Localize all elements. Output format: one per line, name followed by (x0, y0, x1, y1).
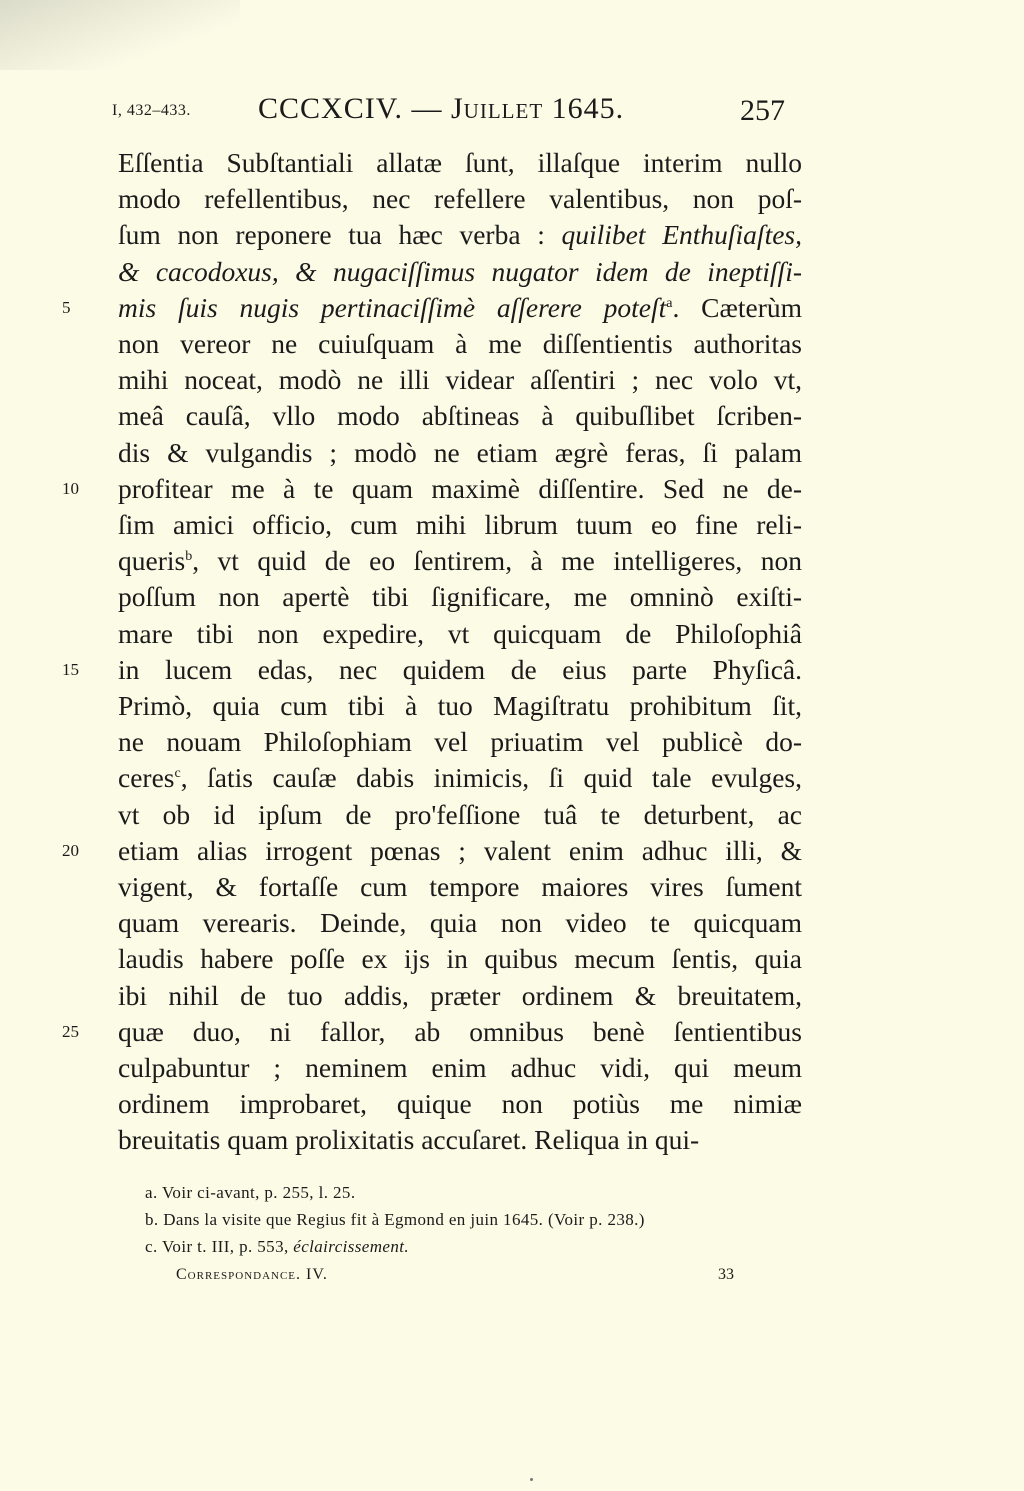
text-line: in lucem edas, nec quidem de eius parte Phyſicâ. (118, 654, 802, 685)
footnote: a. Voir ci-avant, p. 255, l. 25. (145, 1183, 356, 1202)
text-line: mihi noceat, modò ne illi videar aſſentiri ; nec volo vt, (118, 364, 802, 395)
text-line: vt ob id ipſum de pro'feſſione tuâ te deturbent, ac (118, 799, 802, 830)
header-title-text: CCCXCIV. — Juillet 1645. (258, 92, 625, 125)
text-line: queris$^b$, vt quid de eo ſentirem, à me intelligeres, non (118, 545, 802, 576)
line-number: 25 (62, 1022, 79, 1041)
header-title (258, 92, 624, 126)
text-line: laudis habere poſſe ex ijs in quibus mecum ſentis, quia (118, 943, 802, 974)
text-line: quam verearis. Deinde, quia non video te quicquam (118, 907, 802, 938)
scan-shadow (0, 0, 240, 70)
text-line: ne nouam Philoſophiam vel priuatim vel publicè do- (118, 726, 802, 757)
text-line: ſim amici officio, cum mihi librum tuum eo fine reli- (118, 509, 802, 540)
text-line: mis ſuis nugis pertinaciſſimè aſſerere poteſt$^a$. Cæterùm (118, 292, 802, 323)
text-line: ceres$^c$, ſatis cauſæ dabis inimicis, ſi quid tale evulges, (118, 762, 802, 793)
line-number: 5 (62, 298, 71, 317)
text-line: non vereor ne cuiuſquam à me diſſentientis authoritas (118, 328, 802, 359)
text-line: breuitatis quam prolixitatis accuſaret. Reliqua in qui- (118, 1124, 700, 1155)
header-reference: I, 432–433. (112, 102, 191, 119)
text-line: poſſum non apertè tibi ſignificare, me omninò exiſti- (118, 581, 802, 612)
text-line: Eſſentia Subſtantiali allatæ ſunt, illaſque interim nullo (118, 147, 802, 178)
printer-signature: Correspondance. IV. (176, 1266, 328, 1283)
line-number: 20 (62, 841, 79, 860)
header-month: Juillet (451, 92, 544, 125)
signature-number: 33 (718, 1266, 734, 1283)
text-line: meâ cauſâ, vllo modo abſtineas à quibuſlibet ſcriben- (118, 400, 802, 431)
scan-speck (530, 1478, 533, 1481)
text-line: modo refellentibus, nec refellere valentibus, non poſ- (118, 183, 802, 214)
text-line: ibi nihil de tuo addis, præter ordinem & breuitatem, (118, 980, 802, 1011)
text-line: Primò, quia cum tibi à tuo Magiſtratu prohibitum ſit, (118, 690, 802, 721)
line-number: 15 (62, 660, 79, 679)
text-line: etiam alias irrogent pœnas ; valent enim adhuc illi, & (118, 835, 802, 866)
text-line: mare tibi non expedire, vt quicquam de Philoſophiâ (118, 618, 802, 649)
page-number: 257 (740, 94, 785, 127)
running-header (0, 92, 1024, 132)
page-footer (0, 1266, 1024, 1290)
line-number: 10 (62, 479, 79, 498)
text-line: ſum non reponere tua hæc verba : quilibet Enthuſiaſtes, (118, 219, 802, 250)
text-line: quæ duo, ni fallor, ab omnibus benè ſentientibus (118, 1016, 802, 1047)
text-line: ordinem improbaret, quique non potiùs me nimiæ (118, 1088, 802, 1119)
footnote: b. Dans la visite que Regius fit à Egmond en juin 1645. (Voir p. 238.) (145, 1210, 645, 1229)
footnote: c. Voir t. III, p. 553, éclaircissement. (145, 1237, 410, 1256)
text-line: culpabuntur ; neminem enim adhuc vidi, qui meum (118, 1052, 802, 1083)
text-line: profitear me à te quam maximè diſſentire. Sed ne de- (118, 473, 802, 504)
text-line: vigent, & fortaſſe cum tempore maiores vires ſument (118, 871, 802, 902)
text-line: dis & vulgandis ; modò ne etiam ægrè feras, ſi palam (118, 437, 802, 468)
text-line: & cacodoxus, & nugaciſſimus nugator idem de ineptiſſi- (118, 256, 802, 287)
